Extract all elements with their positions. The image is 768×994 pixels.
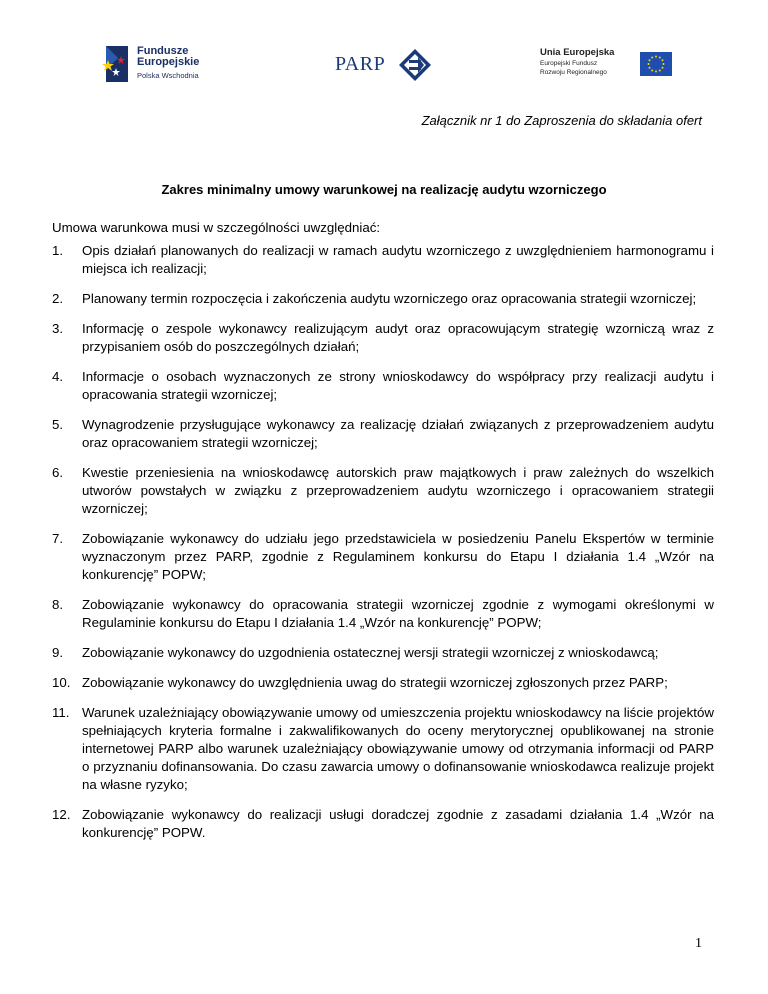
unia-europejska-logo	[540, 48, 675, 88]
list-item	[52, 290, 714, 308]
list-item-number: 2.	[52, 291, 64, 306]
ue-logo-line3: Rozwoju Regionalnego	[540, 69, 607, 76]
list-item-number: 5.	[52, 417, 64, 432]
list-item-number: 12.	[52, 807, 71, 822]
parp-logo	[335, 48, 435, 82]
list-item-text: Zobowiązanie wykonawcy do uzgodnienia ostatecznej wersji strategii wzorniczej z wnioskodawcą;	[82, 645, 659, 660]
list-item-text: Zobowiązanie wykonawcy do realizacji usługi doradczej zgodnie z zasadami działania 1.4 „Wzór na konkurencję” POPW.	[82, 807, 714, 840]
intro-text: Umowa warunkowa musi w szczególności uwzględniać:	[52, 220, 381, 235]
list-item	[52, 530, 714, 584]
list-item-number: 9.	[52, 645, 64, 660]
fe-logo-line2: Europejskie	[137, 56, 200, 68]
header	[0, 40, 768, 90]
list-item-number: 8.	[52, 597, 64, 612]
list-item	[52, 368, 714, 404]
list-item-number: 10.	[52, 675, 71, 690]
list-item-text: Kwestie przeniesienia na wnioskodawcę autorskich praw majątkowych i praw zależnych do wszelkich utworów powstałych w związku z przeprowadzeniem audytu wzorniczego i opracowaniem strategii wzorniczej;	[82, 465, 714, 516]
fe-logo-line3: Polska Wschodnia	[137, 71, 199, 80]
list-item-number: 7.	[52, 531, 64, 546]
list-item	[52, 806, 714, 842]
requirements-list	[52, 242, 714, 854]
list-item	[52, 464, 714, 518]
list-item-number: 3.	[52, 321, 64, 336]
list-item	[52, 416, 714, 452]
eu-flag-icon	[640, 52, 672, 76]
list-item-text: Warunek uzależniający obowiązywanie umowy od umieszczenia projektu wnioskodawcy na liście projektów spełniających kryteria formalne i zakwalifikowanych do oceny merytorycznej opublikowanej na stronie internetowej PARP albo warunek uzależniający obowiązywanie umowy od otrzymania informacji od PARP o przyznaniu dofinansowania. Do czasu zawarcia umowy o dofinansowanie wnioskodawca realizuje projekt na własne ryzyko;	[82, 705, 714, 792]
list-item	[52, 644, 714, 662]
list-item-text: Zobowiązanie wykonawcy do opracowania strategii wzorniczej zgodnie z wymogami określonymi w Regulaminie konkursu do Etapu I działania 1.4 „Wzór na konkurencję” POPW;	[82, 597, 714, 630]
list-item	[52, 596, 714, 632]
list-item-number: 11.	[52, 705, 70, 720]
parp-emblem-icon	[398, 48, 432, 82]
list-item-text: Opis działań planowanych do realizacji w ramach audytu wzorniczego z uwzględnieniem harmonogramu i miejsca ich realizacji;	[82, 243, 714, 276]
parp-logo-text: PARP	[335, 53, 386, 75]
list-item-text: Zobowiązanie wykonawcy do udziału jego przedstawiciela w posiedzeniu Panelu Ekspertów w terminie wyznaczonym przez PARP, zgodnie z Regulaminem konkursu do Etapu I działania 1.4 „Wzór na konkurencję” POPW;	[82, 531, 714, 582]
ue-logo-line1: Unia Europejska	[540, 47, 615, 58]
list-item-number: 6.	[52, 465, 64, 480]
list-item-number: 4.	[52, 369, 64, 384]
list-item-number: 1.	[52, 243, 64, 258]
list-item	[52, 674, 714, 692]
page-number: 1	[695, 936, 702, 951]
list-item	[52, 320, 714, 356]
list-item	[52, 704, 714, 794]
fundusze-europejskie-logo	[102, 44, 212, 86]
fe-logo-line1: Fundusze	[137, 45, 189, 57]
annex-label: Załącznik nr 1 do Zaproszenia do składania ofert	[421, 113, 702, 128]
document-title: Zakres minimalny umowy warunkowej na realizację audytu wzorniczego	[161, 182, 607, 197]
ue-logo-line2: Europejski Fundusz	[540, 60, 598, 67]
list-item-text: Informacje o osobach wyznaczonych ze strony wnioskodawcy do współpracy przy realizacji audytu i opracowania strategii wzorniczej;	[82, 369, 714, 402]
list-item-text: Zobowiązanie wykonawcy do uwzględnienia uwag do strategii wzorniczej zgłoszonych przez PARP;	[82, 675, 668, 690]
list-item-text: Planowany termin rozpoczęcia i zakończenia audytu wzorniczego oraz opracowania strategii wzorniczej;	[82, 291, 697, 306]
list-item-text: Informację o zespole wykonawcy realizującym audyt oraz opracowującym strategię wzorniczą wraz z przypisaniem osób do poszczególnych działań;	[82, 321, 714, 354]
list-item-text: Wynagrodzenie przysługujące wykonawcy za realizację działań związanych z przeprowadzeniem audytu oraz opracowaniem strategii wzorniczej;	[82, 417, 714, 450]
list-item	[52, 242, 714, 278]
fe-flag-icon	[102, 44, 132, 84]
